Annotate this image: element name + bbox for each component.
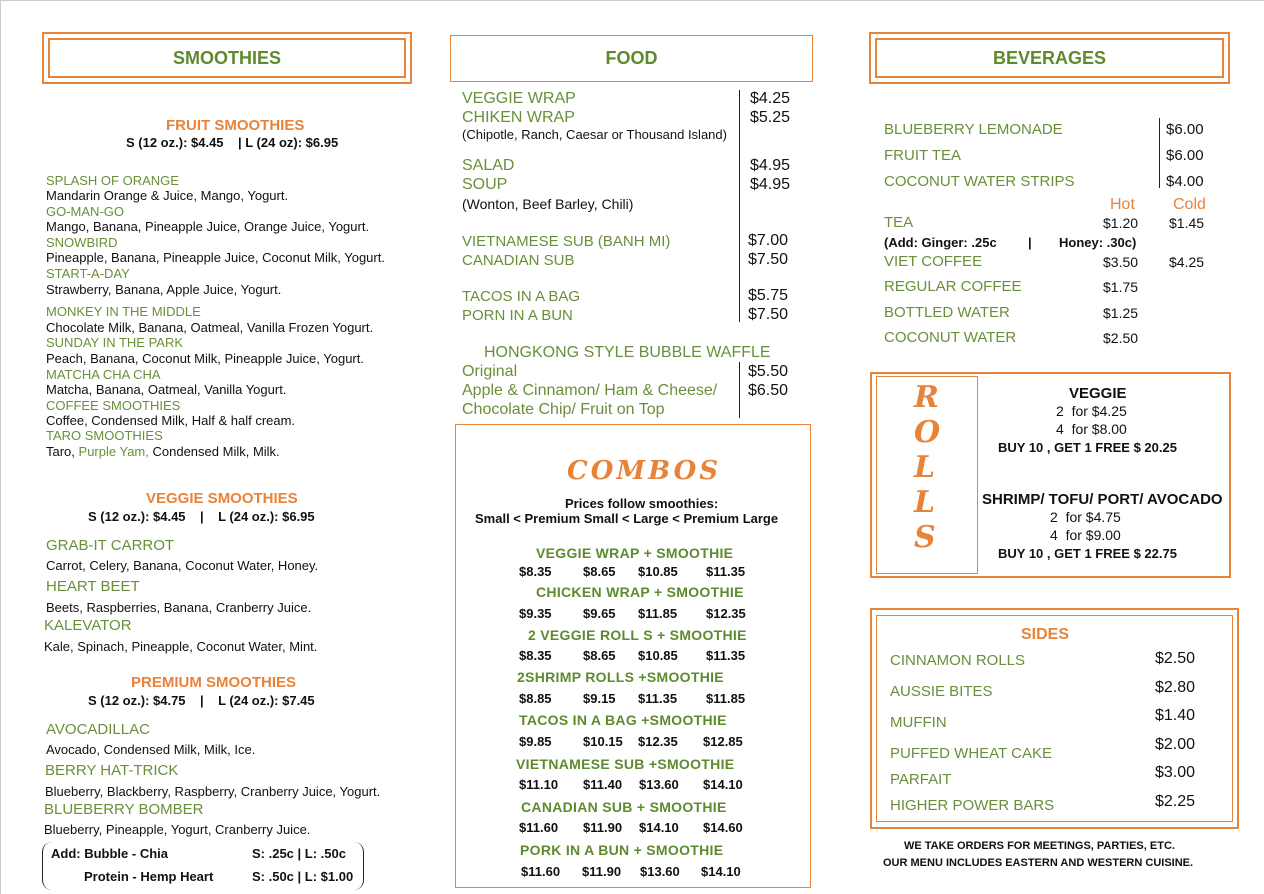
side-price: $2.80 <box>1155 679 1196 696</box>
fruit-smoothies-prices: S (12 oz.): $4.45 | L (24 oz): $6.95 <box>126 135 339 150</box>
list-item-name: COFFEE SMOOTHIES <box>46 398 181 413</box>
combo-price: $14.10 <box>703 777 743 792</box>
waffle-line: Original <box>462 363 518 380</box>
combo-price: $11.35 <box>638 691 678 706</box>
waffle-title: HONGKONG STYLE BUBBLE WAFFLE <box>484 344 771 361</box>
list-item-desc: Coffee, Condensed Milk, Half & half cream. <box>46 413 296 428</box>
waffle-price-divider <box>739 362 740 418</box>
addon-price: S: .25c | L: .50c <box>252 846 346 861</box>
combo-price: $11.35 <box>706 564 746 579</box>
beverage-hot-price: $1.75 <box>1103 279 1139 295</box>
beverage-name: REGULAR COFFEE <box>884 278 1022 295</box>
beverage-name: COCONUT WATER STRIPS <box>884 173 1075 190</box>
food-item-price: $7.50 <box>748 251 789 268</box>
side-price: $2.00 <box>1155 736 1196 753</box>
list-item-desc: Mandarin Orange & Juice, Mango, Yogurt. <box>46 188 289 203</box>
combo-price: $8.35 <box>519 564 552 579</box>
beverage-price: $6.00 <box>1166 121 1204 138</box>
addon-label: Protein - Hemp Heart <box>84 869 214 884</box>
food-item-name: SALAD <box>462 157 515 174</box>
waffle-line: Chocolate Chip/ Fruit on Top <box>462 401 665 418</box>
combo-price: $13.60 <box>640 864 680 879</box>
side-name: AUSSIE BITES <box>890 683 993 700</box>
side-name: PUFFED WHEAT CAKE <box>890 745 1052 762</box>
combo-name: 2 VEGGIE ROLL S + SMOOTHIE <box>528 627 747 643</box>
food-item-price: $4.25 <box>750 90 791 107</box>
list-item-desc: Blueberry, Pineapple, Yogurt, Cranberry Juice. <box>44 822 311 837</box>
rolls-shrimp-price: 2 for $4.75 <box>1050 509 1121 525</box>
food-item-note: (Wonton, Beef Barley, Chili) <box>462 196 634 212</box>
list-item-desc: Kale, Spinach, Pineapple, Coconut Water, Mint. <box>44 639 318 654</box>
combo-price: $8.65 <box>583 564 616 579</box>
cold-column-label: Cold <box>1173 196 1206 213</box>
desc-part: Purple Yam, <box>78 444 149 459</box>
combo-price: $9.35 <box>519 606 552 621</box>
waffle-price: $5.50 <box>748 363 789 380</box>
waffle-price: $6.50 <box>748 382 789 399</box>
food-item-price: $5.75 <box>748 287 789 304</box>
beverage-hot-price: $1.25 <box>1103 305 1139 321</box>
combo-name: VEGGIE WRAP + SMOOTHIE <box>536 545 734 561</box>
sides-title: SIDES <box>1021 626 1070 643</box>
combo-price: $10.85 <box>638 564 678 579</box>
list-item-desc: Matcha, Banana, Oatmeal, Vanilla Yogurt. <box>46 382 287 397</box>
list-item-desc <box>46 444 280 459</box>
combo-price: $11.10 <box>519 777 559 792</box>
combos-note: Small < Premium Small < Large < Premium Large <box>475 511 779 526</box>
side-price: $1.40 <box>1155 707 1196 724</box>
food-header <box>450 35 813 82</box>
rolls-veggie-price: 2 for $4.25 <box>1056 403 1127 419</box>
combo-price: $12.85 <box>703 734 743 749</box>
combo-price: $14.10 <box>639 820 679 835</box>
list-item-name: MATCHA CHA CHA <box>46 367 161 382</box>
beverages-price-divider <box>1159 118 1160 188</box>
combo-price: $12.35 <box>638 734 678 749</box>
combos-box <box>455 424 811 888</box>
combo-price: $8.35 <box>519 648 552 663</box>
combo-price: $9.65 <box>583 606 616 621</box>
side-name: CINNAMON ROLLS <box>890 652 1026 669</box>
combo-price: $12.35 <box>706 606 746 621</box>
beverage-name: BOTTLED WATER <box>884 304 1010 321</box>
combo-price: $14.10 <box>701 864 741 879</box>
beverage-price: $4.00 <box>1166 173 1204 190</box>
beverages-header <box>875 38 1224 78</box>
food-item-price: $7.50 <box>748 306 789 323</box>
side-price: $2.50 <box>1155 650 1196 667</box>
addon-price: S: .50c | L: $1.00 <box>252 869 354 884</box>
food-item-name: CANADIAN SUB <box>462 252 575 269</box>
food-item-price: $7.00 <box>748 232 789 249</box>
list-item-desc: Beets, Raspberries, Banana, Cranberry Juice. <box>46 600 312 615</box>
list-item-desc: Blueberry, Blackberry, Raspberry, Cranberry Juice, Yogurt. <box>45 784 381 799</box>
beverage-hot-price: $2.50 <box>1103 330 1139 346</box>
list-item-name: SNOWBIRD <box>46 235 118 250</box>
combo-price: $11.40 <box>583 777 623 792</box>
beverage-name: VIET COFFEE <box>884 253 983 270</box>
list-item-name: HEART BEET <box>46 578 140 595</box>
food-item-name: TACOS IN A BAG <box>462 288 581 305</box>
food-item-name: SOUP <box>462 176 508 193</box>
rolls-veggie-price: 4 for $8.00 <box>1056 421 1127 437</box>
hot-column-label: Hot <box>1110 196 1135 213</box>
combo-price: $10.85 <box>638 648 678 663</box>
side-name: MUFFIN <box>890 714 947 731</box>
combo-price: $9.85 <box>519 734 552 749</box>
combo-price: $11.35 <box>706 648 746 663</box>
waffle-line: Apple & Cinnamon/ Ham & Cheese/ <box>462 382 718 399</box>
list-item-name: GO-MAN-GO <box>46 204 124 219</box>
beverage-name: FRUIT TEA <box>884 147 961 164</box>
footer-line: OUR MENU INCLUDES EASTERN AND WESTERN CUISINE. <box>883 857 1194 869</box>
desc-part: Condensed Milk, Milk. <box>152 444 280 459</box>
combo-name: 2SHRIMP ROLLS +SMOOTHIE <box>517 669 724 685</box>
list-item-desc: Strawberry, Banana, Apple Juice, Yogurt. <box>46 282 282 297</box>
rolls-letter: S <box>914 520 936 555</box>
combo-name: PORK IN A BUN + SMOOTHIE <box>520 842 724 858</box>
list-item-name: SPLASH OF ORANGE <box>46 173 179 188</box>
tea-addons: (Add: Ginger: .25c <box>884 235 997 250</box>
combo-price: $13.60 <box>639 777 679 792</box>
combos-note: Prices follow smoothies: <box>565 496 719 511</box>
fruit-smoothies-title: FRUIT SMOOTHIES <box>166 117 305 134</box>
list-item-name: GRAB-IT CARROT <box>46 537 175 554</box>
tea-addons-honey: Honey: .30c) <box>1059 235 1137 250</box>
food-item-name: VIETNAMESE SUB (BANH MI) <box>462 233 671 250</box>
list-item-desc: Mango, Banana, Pineapple Juice, Orange Juice, Yogurt. <box>46 219 370 234</box>
rolls-letter: R <box>914 380 939 415</box>
premium-smoothies-prices: S (12 oz.): $4.75 | L (24 oz.): $7.45 <box>88 693 315 708</box>
food-title: FOOD <box>605 48 658 68</box>
beverages-title: BEVERAGES <box>992 47 1107 68</box>
list-item-desc: Avocado, Condensed Milk, Milk, Ice. <box>46 742 256 757</box>
food-item-name: PORN IN A BUN <box>462 307 573 324</box>
side-price: $2.25 <box>1155 793 1196 810</box>
combo-price: $11.60 <box>521 864 561 879</box>
veggie-smoothies-title: VEGGIE SMOOTHIES <box>146 490 298 507</box>
list-item-name: START-A-DAY <box>46 266 130 281</box>
combo-price: $11.90 <box>582 864 622 879</box>
veggie-smoothies-prices: S (12 oz.): $4.45 | L (24 oz.): $6.95 <box>88 509 315 524</box>
combo-price: $11.90 <box>583 820 623 835</box>
rolls-veggie-title: VEGGIE <box>1069 385 1127 402</box>
list-item-desc: Carrot, Celery, Banana, Coconut Water, Honey. <box>46 558 319 573</box>
list-item-name: AVOCADILLAC <box>46 721 150 738</box>
footer-line: WE TAKE ORDERS FOR MEETINGS, PARTIES, ETC. <box>904 840 1175 852</box>
list-item-desc: Peach, Banana, Coconut Milk, Pineapple Juice, Yogurt. <box>46 351 364 366</box>
combo-price: $10.15 <box>583 734 623 749</box>
beverage-name: BLUEBERRY LEMONADE <box>884 121 1063 138</box>
food-item-price: $5.25 <box>750 109 791 126</box>
list-item-name: BERRY HAT-TRICK <box>45 762 179 779</box>
combo-price: $11.85 <box>706 691 746 706</box>
list-item-desc: Pineapple, Banana, Pineapple Juice, Coconut Milk, Yogurt. <box>46 250 385 265</box>
food-item-name: CHIKEN WRAP <box>462 109 575 126</box>
food-price-divider <box>739 90 740 322</box>
beverage-cold-price: $1.45 <box>1169 215 1205 231</box>
list-item-name: KALEVATOR <box>44 617 132 634</box>
addon-label: Add: Bubble - Chia <box>51 846 168 861</box>
combos-title: COMBOS <box>567 456 722 486</box>
desc-part: Taro, <box>46 444 75 459</box>
combo-price: $8.65 <box>583 648 616 663</box>
food-item-price: $4.95 <box>750 176 791 193</box>
smoothies-header <box>48 38 406 78</box>
beverage-hot-price: $3.50 <box>1103 254 1139 270</box>
smoothies-title: SMOOTHIES <box>172 47 281 68</box>
list-item-name: MONKEY IN THE MIDDLE <box>46 304 201 319</box>
combo-price: $9.15 <box>583 691 616 706</box>
beverage-name: TEA <box>884 214 914 231</box>
list-item-name: SUNDAY IN THE PARK <box>46 335 184 350</box>
rolls-letter: L <box>914 485 936 520</box>
list-item-name: BLUEBERRY BOMBER <box>44 801 204 818</box>
combo-name: CHICKEN WRAP + SMOOTHIE <box>536 584 744 600</box>
combo-name: CANADIAN SUB + SMOOTHIE <box>521 799 727 815</box>
premium-smoothies-title: PREMIUM SMOOTHIES <box>131 674 297 691</box>
beverage-name: COCONUT WATER <box>884 329 1017 346</box>
rolls-shrimp-price: 4 for $9.00 <box>1050 527 1121 543</box>
rolls-shrimp-deal: BUY 10 , GET 1 FREE $ 22.75 <box>998 546 1177 561</box>
beverage-cold-price: $4.25 <box>1169 254 1205 270</box>
combo-price: $11.60 <box>519 820 559 835</box>
combo-name: TACOS IN A BAG +SMOOTHIE <box>519 712 727 728</box>
beverage-price: $6.00 <box>1166 147 1204 164</box>
side-name: HIGHER POWER BARS <box>890 797 1055 814</box>
side-name: PARFAIT <box>890 771 952 788</box>
combo-price: $11.85 <box>638 606 678 621</box>
food-item-name: VEGGIE WRAP <box>462 90 576 107</box>
rolls-letter: L <box>914 450 936 485</box>
combo-price: $14.60 <box>703 820 743 835</box>
food-item-price: $4.95 <box>750 157 791 174</box>
side-price: $3.00 <box>1155 764 1196 781</box>
food-item-note: (Chipotle, Ranch, Caesar or Thousand Island) <box>462 127 727 142</box>
tea-addons-sep: | <box>1028 235 1032 250</box>
list-item-desc: Chocolate Milk, Banana, Oatmeal, Vanilla Frozen Yogurt. <box>46 320 374 335</box>
rolls-veggie-deal: BUY 10 , GET 1 FREE $ 20.25 <box>998 440 1177 455</box>
combo-name: VIETNAMESE SUB +SMOOTHIE <box>516 756 735 772</box>
beverage-hot-price: $1.20 <box>1103 215 1139 231</box>
list-item-name: TARO SMOOTHIES <box>46 428 163 443</box>
rolls-shrimp-title: SHRIMP/ TOFU/ PORT/ AVOCADO <box>982 491 1223 508</box>
rolls-letter: O <box>914 415 941 450</box>
combo-price: $8.85 <box>519 691 552 706</box>
